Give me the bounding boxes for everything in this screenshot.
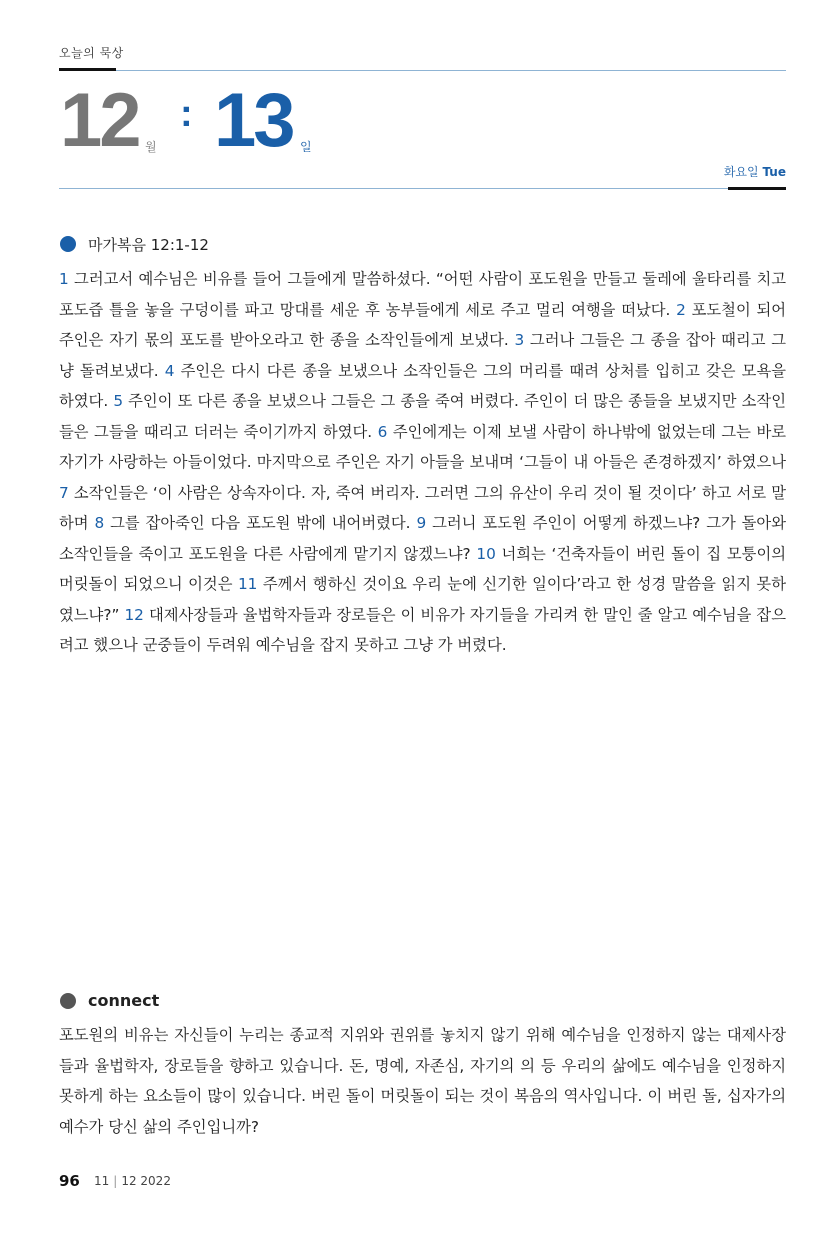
connect-bullet-icon [60,993,76,1009]
verse-text: 그러나 그들은 그 종을 잡아 때리고 그냥 돌려보냈다. [59,331,786,380]
verse-number: 12 [124,605,144,624]
date-colon: : [180,93,193,135]
verse-text: 소작인들은 ‘이 사람은 상속자이다. 자, 죽여 버리자. 그러면 그의 유산이 우리 것이 될 것이다’ 하고 서로 말하며 [59,483,786,532]
weekday-english: Tue [762,165,786,179]
issue-separator: | [113,1174,118,1188]
weekday-korean: 화요일 [723,165,759,179]
weekday [724,163,786,180]
verse-number: 2 [676,300,686,319]
passage-reference: 마가복음 12:1-12 [88,236,209,254]
issue-rest: 12 2022 [121,1174,171,1188]
day-number: 13 [214,78,293,163]
verse-text: 그러고서 예수님은 비유를 들어 그들에게 말씀하셨다. “어떤 사람이 포도원을 만들고 둘레에 울타리를 치고 포도즙 틀을 놓을 구덩이를 파고 망대를 세운 후 농부들에게 세로 주고 멀리 여행을 떠났다. [59,270,786,319]
verse-text: 주인은 다시 다른 종을 보냈으나 소작인들은 그의 머리를 때려 상처를 입히고 갖은 모욕을 하였다. [59,361,786,410]
verse-text: 주인에게는 이제 보낼 사람이 하나밖에 없었는데 그는 바로 자기가 사랑하는 아들이었다. 마지막으로 주인은 자기 아들을 보내며 ‘그들이 내 아들은 존경하겠지’ 하였으나 [59,422,786,471]
verse-number: 7 [59,483,69,502]
section-label-underline [59,68,116,71]
verse-number: 3 [514,331,525,349]
verse-number: 6 [377,422,388,441]
connect-title: connect [88,991,160,1010]
weekday-underline [728,187,786,190]
verse-number: 10 [476,544,496,563]
issue-month: 11 [94,1174,110,1188]
verse-text: 주인이 또 다른 종을 보냈으나 그들은 그 종을 죽여 버렸다. 주인이 더 많은 종들을 보냈지만 소작인들은 그들을 때리고 더러는 죽이기까지 하였다. [59,392,786,441]
page-number: 96 [59,1172,80,1190]
passage-text [59,264,786,661]
section-label: 오늘의 묵상 [59,46,124,60]
verse-text: 주께서 행하신 것이요 우리 눈에 신기한 일이다’라고 한 성경 말씀을 읽지 못하였느냐?” [59,575,786,624]
verse-text: 대제사장들과 율법학자들과 장로들은 이 비유가 자기들을 가리켜 한 말인 줄 알고 예수님을 잡으려고 했으나 군중들이 두려워 예수님을 잡지 못하고 그냥 가 버렸다. [59,605,786,654]
top-divider [116,70,786,71]
connect-body: 포도원의 비유는 자신들이 누리는 종교적 지위와 권위를 놓치지 않기 위해 예수님을 인정하지 않는 대제사장들과 율법학자, 장로들을 향하고 있습니다. 돈, 명예, 자존심, 자기의 의 등 우리의 삶에도 예수님을 인정하지 못하게 하는 요소들이 많이 있습니다. 버린 돌이 머릿돌이 되는 것이 복음의 역사입니다. 이 버린 돌, 십자가의 예수가 당신 삶의 주인입니까? [59,1026,786,1136]
verse-number: 1 [59,270,69,288]
verse-number: 8 [94,514,105,532]
verse-number: 11 [237,575,258,593]
month-number: 12 [60,78,139,163]
passage-bullet-icon [60,236,76,252]
verse-number: 4 [164,361,175,380]
verse-number: 5 [113,392,124,410]
verse-text: 그러니 포도원 주인이 어떻게 하겠느냐? 그가 돌아와 소작인들을 죽이고 포도원을 다른 사람에게 맡기지 않겠느냐? [59,514,786,563]
issue-date [94,1174,171,1188]
date-divider [59,188,728,189]
month-unit: 월 [145,140,157,154]
day-unit: 일 [300,140,312,154]
verse-text: 너희는 ‘건축자들이 버린 돌이 집 모퉁이의 머릿돌이 되었으니 이것은 [59,544,786,593]
verse-number: 9 [416,514,427,532]
verse-text: 포도철이 되어 주인은 자기 몫의 포도를 받아오라고 한 종을 소작인들에게 보냈다. [59,300,787,349]
verse-text: 그를 잡아죽인 다음 포도원 밖에 내어버렸다. [104,514,417,532]
